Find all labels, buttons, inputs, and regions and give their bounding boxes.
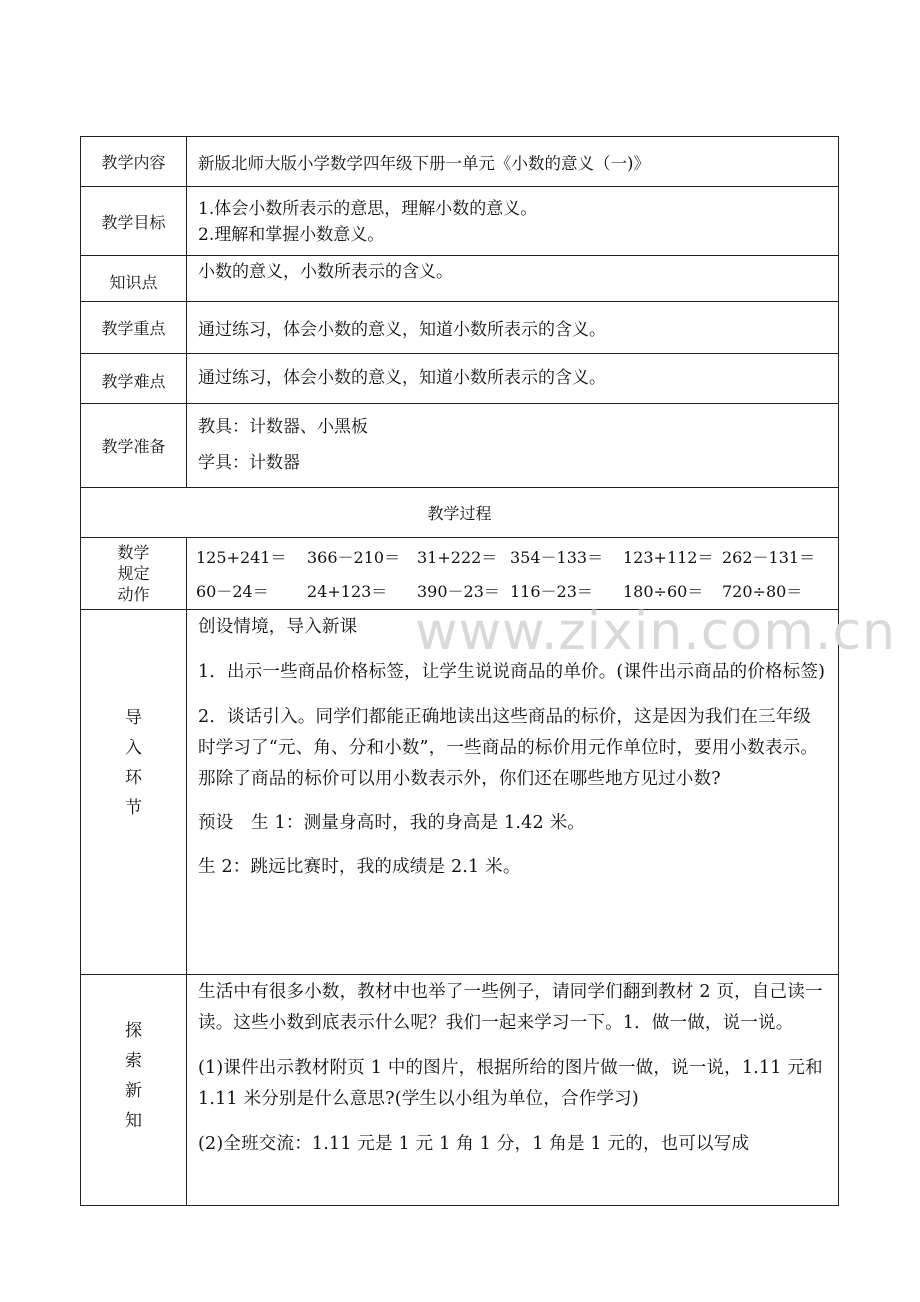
prep-line-1: 教具：计数器、小黑板 [198,417,368,437]
row-difficulty [81,354,838,404]
value-knowledge: 小数的意义，小数所表示的含义。 [198,262,453,282]
intro-label-char: 环 [125,768,142,788]
drill-item: 366－210＝ [307,548,401,567]
row-preparation [81,404,838,488]
explore-paragraph: (1)课件出示教材附页 1 中的图片，根据所给的图片做一做，说一说，1.11 元和 1.11 米分别是什么意思?(学生以小组为单位，合作学习) [198,1058,823,1109]
drill-label-2: 规定 [117,564,150,583]
explore-label-char: 新 [125,1081,142,1101]
label-drill [81,538,187,609]
drill-label-3: 动作 [117,585,150,604]
label-difficulty: 教学难点 [81,354,187,403]
row-process-title [81,488,838,538]
explore-label-char: 知 [125,1111,142,1131]
label-explore [81,975,187,1205]
drill-item: 24+123＝ [307,582,388,601]
value-content: 新版北师大版小学数学四年级下册一单元《小数的意义（一)》 [198,153,650,173]
drill-item: 60－24＝ [196,582,269,601]
explore-paragraph: (2)全班交流：1.11 元是 1 元 1 角 1 分，1 角是 1 元的，也可以写成 [198,1134,750,1154]
row-content [81,137,838,187]
drill-item: 123+112＝ [623,548,714,567]
prep-line-2: 学具：计数器 [198,453,300,473]
label-goal: 教学目标 [81,187,187,255]
label-preparation: 教学准备 [81,404,187,487]
intro-paragraph: 创设情境，导入新课 [198,617,358,637]
value-difficulty: 通过练习，体会小数的意义，知道小数所表示的含义。 [198,368,606,388]
row-key-point [81,302,838,354]
goal-line-2: 2.理解和掌握小数意义。 [198,225,385,245]
explore-label-char: 探 [125,1021,142,1041]
process-title: 教学过程 [427,504,492,523]
drill-item: 31+222＝ [417,548,498,567]
explore-paragraph: 生活中有很多小数，教材中也举了一些例子，请同学们翻到教材 2 页，自己读一读。这些小数到底表示什么呢？我们一起来学习一下。1．做一做，说一说。 [198,982,823,1033]
intro-paragraph: 生 2：跳远比赛时，我的成绩是 2.1 米。 [198,857,521,877]
drill-item: 262－131＝ [722,548,816,567]
drill-item: 354－133＝ [510,548,604,567]
row-drill [81,538,838,610]
drill-item: 390－23＝ [417,582,500,601]
watermark-text: www.zixin.com.cn [415,602,896,662]
explore-label-char: 索 [125,1051,142,1071]
label-intro [81,610,187,974]
label-knowledge: 知识点 [81,256,187,301]
drill-item: 720÷80＝ [722,582,803,601]
row-explore [81,975,838,1205]
intro-paragraph: 1．出示一些商品价格标签，让学生说说商品的单价。(课件出示商品的价格标签) [198,662,826,682]
intro-label-char: 节 [125,798,142,818]
row-goal [81,187,838,256]
label-key-point: 教学重点 [81,302,187,353]
drill-item: 180÷60＝ [623,582,704,601]
intro-label-char: 导 [125,708,142,728]
value-key-point: 通过练习，体会小数的意义，知道小数所表示的含义。 [198,320,606,340]
row-intro [81,610,838,975]
intro-label-char: 入 [125,738,142,758]
drill-item: 116－23＝ [510,582,593,601]
intro-paragraph: 预设 生 1：测量身高时，我的身高是 1.42 米。 [198,813,585,833]
label-content: 教学内容 [81,137,187,186]
drill-item: 125+241＝ [196,548,287,567]
lesson-plan-table [80,136,839,1206]
intro-paragraph: 2．谈话引入。同学们都能正确地读出这些商品的标价，这是因为我们在三年级时学习了“元、角、分和小数”，一些商品的标价用元作单位时，要用小数表示。那除了商品的标价可以用小数表示外，你们还在哪些地方见过小数? [198,707,819,789]
goal-line-1: 1.体会小数所表示的意思，理解小数的意义。 [198,199,538,219]
row-knowledge [81,256,838,302]
drill-label-1: 数学 [117,543,150,562]
